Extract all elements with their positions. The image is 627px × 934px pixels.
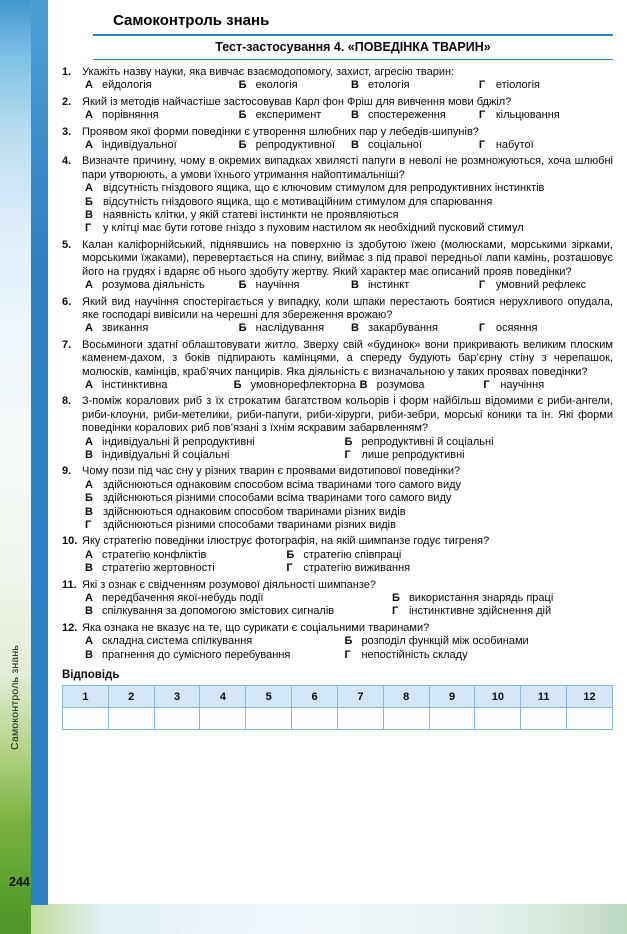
- question-text-row: [62, 579, 613, 592]
- option-text: інстинктивна: [102, 378, 168, 391]
- option-letter: А: [85, 79, 93, 92]
- option: [392, 592, 619, 605]
- option-letter: Б: [238, 279, 247, 292]
- options: [62, 79, 613, 92]
- option-letter: В: [350, 279, 359, 292]
- answer-column-header: 4: [200, 686, 246, 708]
- question-number: 7.: [62, 338, 72, 351]
- bottom-photo-strip: [31, 904, 627, 934]
- option: [351, 79, 475, 92]
- option-text: розумова діяльність: [102, 279, 205, 292]
- option: [351, 322, 475, 335]
- answer-column-header: 12: [567, 686, 613, 708]
- option-letter: В: [85, 448, 93, 461]
- option-letter: Б: [238, 79, 247, 92]
- left-photo-strip: [0, 0, 31, 934]
- answer-cell: [521, 708, 567, 730]
- answers-section: [62, 669, 613, 730]
- section-color-bar: [31, 0, 48, 905]
- question-text: Який із методів найчастіше застосовував Карл фон Фріш для вивчення мови бджіл?: [82, 95, 512, 108]
- question: [62, 126, 613, 153]
- question-number: 8.: [62, 395, 72, 408]
- question-text-row: [62, 465, 613, 478]
- option: [351, 109, 475, 122]
- option-text: стратегію виживання: [303, 562, 411, 575]
- option: [286, 549, 619, 562]
- question-text-row: [62, 296, 613, 323]
- question: [62, 239, 613, 293]
- option-letter: А: [85, 279, 93, 292]
- answer-input-row: [63, 708, 613, 730]
- answer-cell: [200, 708, 246, 730]
- question-list: [62, 66, 613, 662]
- option: [239, 279, 347, 292]
- question-text: З-поміж коралових риб з їх строкатим багатством кольорів і форм найбільш відомими є риби-ангели, риби-клоуни, риби-метелики, риби-папуги, риби-хірурги, риби-зебри, морські коники та ін. Які форми поведінки коралових риб пов’язані з їхнім яскравим забарвленням?: [82, 395, 613, 435]
- question-text: Проявом якої форми поведінки є утворення шлюбних пар у лебедів-шипунів?: [82, 125, 479, 138]
- option: [392, 605, 619, 618]
- option-letter: А: [85, 139, 93, 152]
- option-letter: Б: [85, 195, 93, 208]
- option-letter: Б: [344, 635, 353, 648]
- option-letter: В: [85, 505, 93, 518]
- answer-cell: [154, 708, 200, 730]
- question-text-row: [62, 339, 613, 379]
- question-number: 5.: [62, 238, 72, 251]
- option-text: стратегію конфліктів: [102, 548, 207, 561]
- option-text: використання знарядь праці: [408, 592, 554, 605]
- option-text: стратегію співпраці: [303, 548, 402, 561]
- question-text: Восьминоги здатні облаштовувати житло. Зверху свій «будинок» вони прикривають великим плоским каменем-дахом, з боків підпирають камінцями, а спереду будують бар’єрну стіну з черепашок, молюсків, камінців, краб’ячих панцирів. Яка діяльність є визначальною у таких проявах поведінки?: [82, 338, 613, 378]
- question: [62, 465, 613, 532]
- options: [62, 436, 613, 463]
- question-number: 4.: [62, 155, 72, 168]
- option-letter: А: [85, 109, 93, 122]
- option-letter: Б: [344, 435, 353, 448]
- question-text: Який вид научіння спостерігається у випадку, коли шпаки перестають боятися нерухливого опудала, яке господарі вивісили на черешні для збереження врожаю?: [82, 295, 613, 321]
- question-number: 6.: [62, 295, 72, 308]
- option: [479, 279, 613, 292]
- option-letter: В: [350, 139, 359, 152]
- question-number: 11.: [62, 578, 77, 591]
- sidebar-section-label: Самоконтроль знань: [9, 644, 21, 750]
- option-text: умовний рефлекс: [495, 279, 587, 292]
- question-text-row: [62, 239, 613, 279]
- option: [344, 635, 619, 648]
- question-text-row: [62, 126, 613, 139]
- option-text: лише репродуктивні: [361, 448, 465, 461]
- option-letter: Г: [344, 448, 351, 461]
- option-letter: А: [85, 322, 93, 335]
- option-text: здійснюються однаковим способом тваринами різних видів: [103, 505, 406, 518]
- option: [360, 379, 480, 392]
- option-text: кільцювання: [495, 109, 560, 122]
- question-text: Укажіть назву науки, яка вивчає взаємодопомогу, захист, агресію тварин:: [82, 66, 455, 78]
- option: [351, 139, 475, 152]
- option-letter: Г: [391, 605, 399, 618]
- option-letter: В: [85, 562, 93, 575]
- option: [85, 592, 386, 605]
- options: [62, 549, 613, 576]
- option-letter: В: [350, 322, 359, 335]
- option: [239, 79, 347, 92]
- option: [85, 196, 613, 209]
- option-letter: Б: [233, 378, 242, 391]
- option-letter: Б: [238, 139, 247, 152]
- question-number: 3.: [62, 125, 72, 138]
- option-letter: Г: [85, 519, 92, 531]
- question: [62, 339, 613, 393]
- option-letter: Г: [478, 322, 486, 335]
- option: [239, 322, 347, 335]
- option: [85, 209, 613, 222]
- option-text: здійснюються різними способами всіма тваринами того самого виду: [103, 492, 452, 505]
- answer-cell: [63, 708, 109, 730]
- option: [351, 279, 475, 292]
- option-text: здійснюються різними способами тваринами різних видів: [103, 519, 396, 531]
- option-letter: Г: [478, 79, 486, 92]
- option-text: інстинктивне здійснення дій: [408, 605, 552, 618]
- option: [286, 562, 619, 575]
- option-text: етологія: [367, 79, 410, 92]
- question: [62, 622, 613, 662]
- option-text: непостійність складу: [361, 648, 468, 661]
- option-text: у клітці має бути готове гніздо з пуховим настилом як необхідний пусковий стимул: [103, 222, 524, 235]
- option: [85, 109, 235, 122]
- page-head: [93, 10, 613, 60]
- option: [239, 139, 347, 152]
- answer-column-header: 11: [521, 686, 567, 708]
- option-text: умовнорефлекторна: [250, 378, 356, 391]
- answer-cell: [246, 708, 292, 730]
- section-title: Самоконтроль знань: [93, 10, 613, 36]
- option-letter: Б: [238, 322, 247, 335]
- answer-cell: [337, 708, 383, 730]
- question-text-row: [62, 622, 613, 635]
- question-text: Визначте причину, чому в окремих випадках хвилясті папуги в неволі не розмножуються, хоча шлюбні пари утворюють, а умови їхнього утримання найоптимальніші?: [82, 155, 613, 181]
- option-letter: Г: [478, 139, 486, 152]
- question-number: 9.: [62, 465, 72, 478]
- option-letter: А: [85, 548, 93, 561]
- question: [62, 96, 613, 123]
- option: [85, 492, 613, 505]
- test-title: Тест-застосування 4. «ПОВЕДІНКА ТВАРИН»: [93, 36, 613, 60]
- option-text: індивідуальні й репродуктивні: [102, 435, 255, 448]
- option-letter: А: [85, 182, 93, 195]
- question-text-row: [62, 535, 613, 548]
- options: [62, 479, 613, 533]
- option-text: розумова: [376, 378, 425, 391]
- option-letter: В: [85, 605, 93, 618]
- options: [62, 635, 613, 662]
- answer-cell: [567, 708, 613, 730]
- option: [479, 109, 613, 122]
- answer-cell: [383, 708, 429, 730]
- option-text: набутої: [495, 139, 534, 152]
- option: [344, 449, 619, 462]
- option: [85, 379, 230, 392]
- answer-cell: [292, 708, 338, 730]
- page-content: [62, 10, 613, 730]
- option-letter: В: [85, 648, 93, 661]
- question: [62, 296, 613, 336]
- option-text: передбачення якої-небудь події: [102, 592, 264, 605]
- answers-label: Відповідь: [62, 669, 120, 682]
- option-letter: Б: [286, 548, 295, 561]
- question: [62, 66, 613, 93]
- option-letter: Г: [85, 222, 92, 235]
- option-text: спостереження: [367, 109, 446, 122]
- option-letter: Г: [286, 562, 293, 575]
- option-letter: В: [359, 378, 368, 391]
- option-text: наслідування: [255, 322, 325, 335]
- option: [85, 479, 613, 492]
- option-text: етіологія: [495, 79, 541, 92]
- question: [62, 395, 613, 462]
- option: [85, 182, 613, 195]
- option-text: індивідуальної: [102, 139, 177, 152]
- question-text: Які з ознак є свідченням розумової діяльності шимпанзе?: [82, 578, 376, 591]
- question-number: 12.: [62, 621, 78, 634]
- option: [479, 322, 613, 335]
- option-text: научіння: [255, 279, 300, 292]
- question-text: Калан каліфорнійський, піднявшись на поверхню із здобутою їжею (молюсками, морськими зірками, морськими їжаками), перевертається на спину, виймає з під правої передньої лапи камінь, розташовує його на грудях і вдаряє об нього здобуту жертву. Який характер має описаний прояв поведінки?: [82, 238, 613, 278]
- question-text-row: [62, 66, 613, 79]
- option: [479, 79, 613, 92]
- option-letter: А: [85, 435, 93, 448]
- option: [85, 322, 235, 335]
- question-text-row: [62, 155, 613, 182]
- question-text-row: [62, 96, 613, 109]
- option-text: звикання: [102, 322, 149, 335]
- question-text: Яку стратегію поведінки ілюструє фотографія, на якій шимпанзе годує тигреня?: [82, 535, 490, 548]
- page-number: 244: [9, 875, 30, 889]
- option: [479, 139, 613, 152]
- option-letter: В: [350, 109, 359, 122]
- question: [62, 155, 613, 235]
- option-text: індивідуальні й соціальні: [102, 448, 230, 461]
- option: [85, 519, 613, 532]
- option: [85, 139, 235, 152]
- option-text: спілкування за допомогою змістових сигналів: [102, 605, 335, 618]
- option: [85, 562, 280, 575]
- option: [85, 436, 338, 449]
- option-text: стратегію жертовності: [102, 562, 215, 575]
- answer-column-header: 2: [108, 686, 154, 708]
- option: [85, 449, 338, 462]
- option: [85, 635, 338, 648]
- option-text: розподіл функцій між особинами: [361, 635, 529, 648]
- option-text: відсутність гніздового ящика, що є ключовим стимулом для репродуктивних інстинктів: [103, 182, 545, 195]
- option-text: відсутність гніздового ящика, що є мотиваційним стимулом для спарювання: [103, 195, 493, 208]
- options: [62, 139, 613, 152]
- options: [62, 322, 613, 335]
- question-text: Яка ознака не вказує на те, що сурикати є соціальними тваринами?: [82, 621, 430, 634]
- option-text: закарбування: [367, 322, 438, 335]
- question-number: 10.: [62, 535, 78, 548]
- option-letter: А: [85, 378, 93, 391]
- answer-cell: [475, 708, 521, 730]
- option-text: наявність клітки, у якій статеві інстинкти не проявляються: [103, 209, 399, 222]
- answer-column-header: 5: [246, 686, 292, 708]
- option-letter: Г: [478, 279, 486, 292]
- options: [62, 279, 613, 292]
- option: [85, 279, 235, 292]
- option-letter: В: [85, 209, 93, 222]
- answer-column-header: 8: [383, 686, 429, 708]
- option-letter: Г: [483, 378, 490, 391]
- option-letter: Г: [344, 648, 351, 661]
- option-text: репродуктивної: [255, 139, 335, 152]
- option-text: складна система спілкування: [102, 635, 253, 648]
- question: [62, 579, 613, 619]
- option: [85, 79, 235, 92]
- answer-column-header: 10: [475, 686, 521, 708]
- options: [62, 379, 613, 392]
- answer-header-row: [63, 686, 613, 708]
- answer-table: [62, 685, 613, 730]
- option-text: інстинкт: [367, 279, 410, 292]
- options: [62, 109, 613, 122]
- option-text: репродуктивні й соціальні: [361, 435, 494, 448]
- answer-column-header: 3: [154, 686, 200, 708]
- options: [62, 592, 613, 619]
- option-text: екологія: [255, 79, 298, 92]
- answer-cell: [108, 708, 154, 730]
- option-letter: Б: [85, 492, 93, 505]
- answer-column-header: 6: [292, 686, 338, 708]
- option: [239, 109, 347, 122]
- option-text: ейдологія: [102, 79, 152, 92]
- option-text: соціальної: [367, 139, 422, 152]
- option-letter: В: [350, 79, 359, 92]
- option: [85, 605, 386, 618]
- option-letter: А: [85, 592, 93, 605]
- option: [234, 379, 356, 392]
- option: [85, 549, 280, 562]
- option: [85, 222, 613, 235]
- answer-column-header: 9: [429, 686, 475, 708]
- option-letter: Б: [238, 109, 247, 122]
- option-text: прагнення до сумісного перебування: [102, 648, 291, 661]
- answer-column-header: 1: [63, 686, 109, 708]
- option-letter: А: [85, 635, 93, 648]
- option: [483, 379, 613, 392]
- option-text: научіння: [500, 378, 545, 391]
- question-text: Чому пози під час сну у різних тварин є проявами видотипової поведінки?: [82, 465, 461, 478]
- option-letter: А: [85, 478, 93, 491]
- option-letter: Г: [478, 109, 486, 122]
- question-number: 2.: [62, 95, 72, 108]
- option: [85, 649, 338, 662]
- option-letter: Б: [391, 592, 400, 605]
- question-text-row: [62, 395, 613, 435]
- answer-column-header: 7: [337, 686, 383, 708]
- options: [62, 182, 613, 236]
- option: [344, 649, 619, 662]
- answer-cell: [429, 708, 475, 730]
- option-text: порівняння: [102, 109, 159, 122]
- option: [344, 436, 619, 449]
- option-text: осяяння: [495, 322, 538, 335]
- option-text: здійснюються однаковим способом всіма тваринами того самого виду: [103, 478, 462, 491]
- option-text: експеримент: [255, 109, 322, 122]
- question: [62, 535, 613, 575]
- option: [85, 506, 613, 519]
- question-number: 1.: [62, 66, 72, 78]
